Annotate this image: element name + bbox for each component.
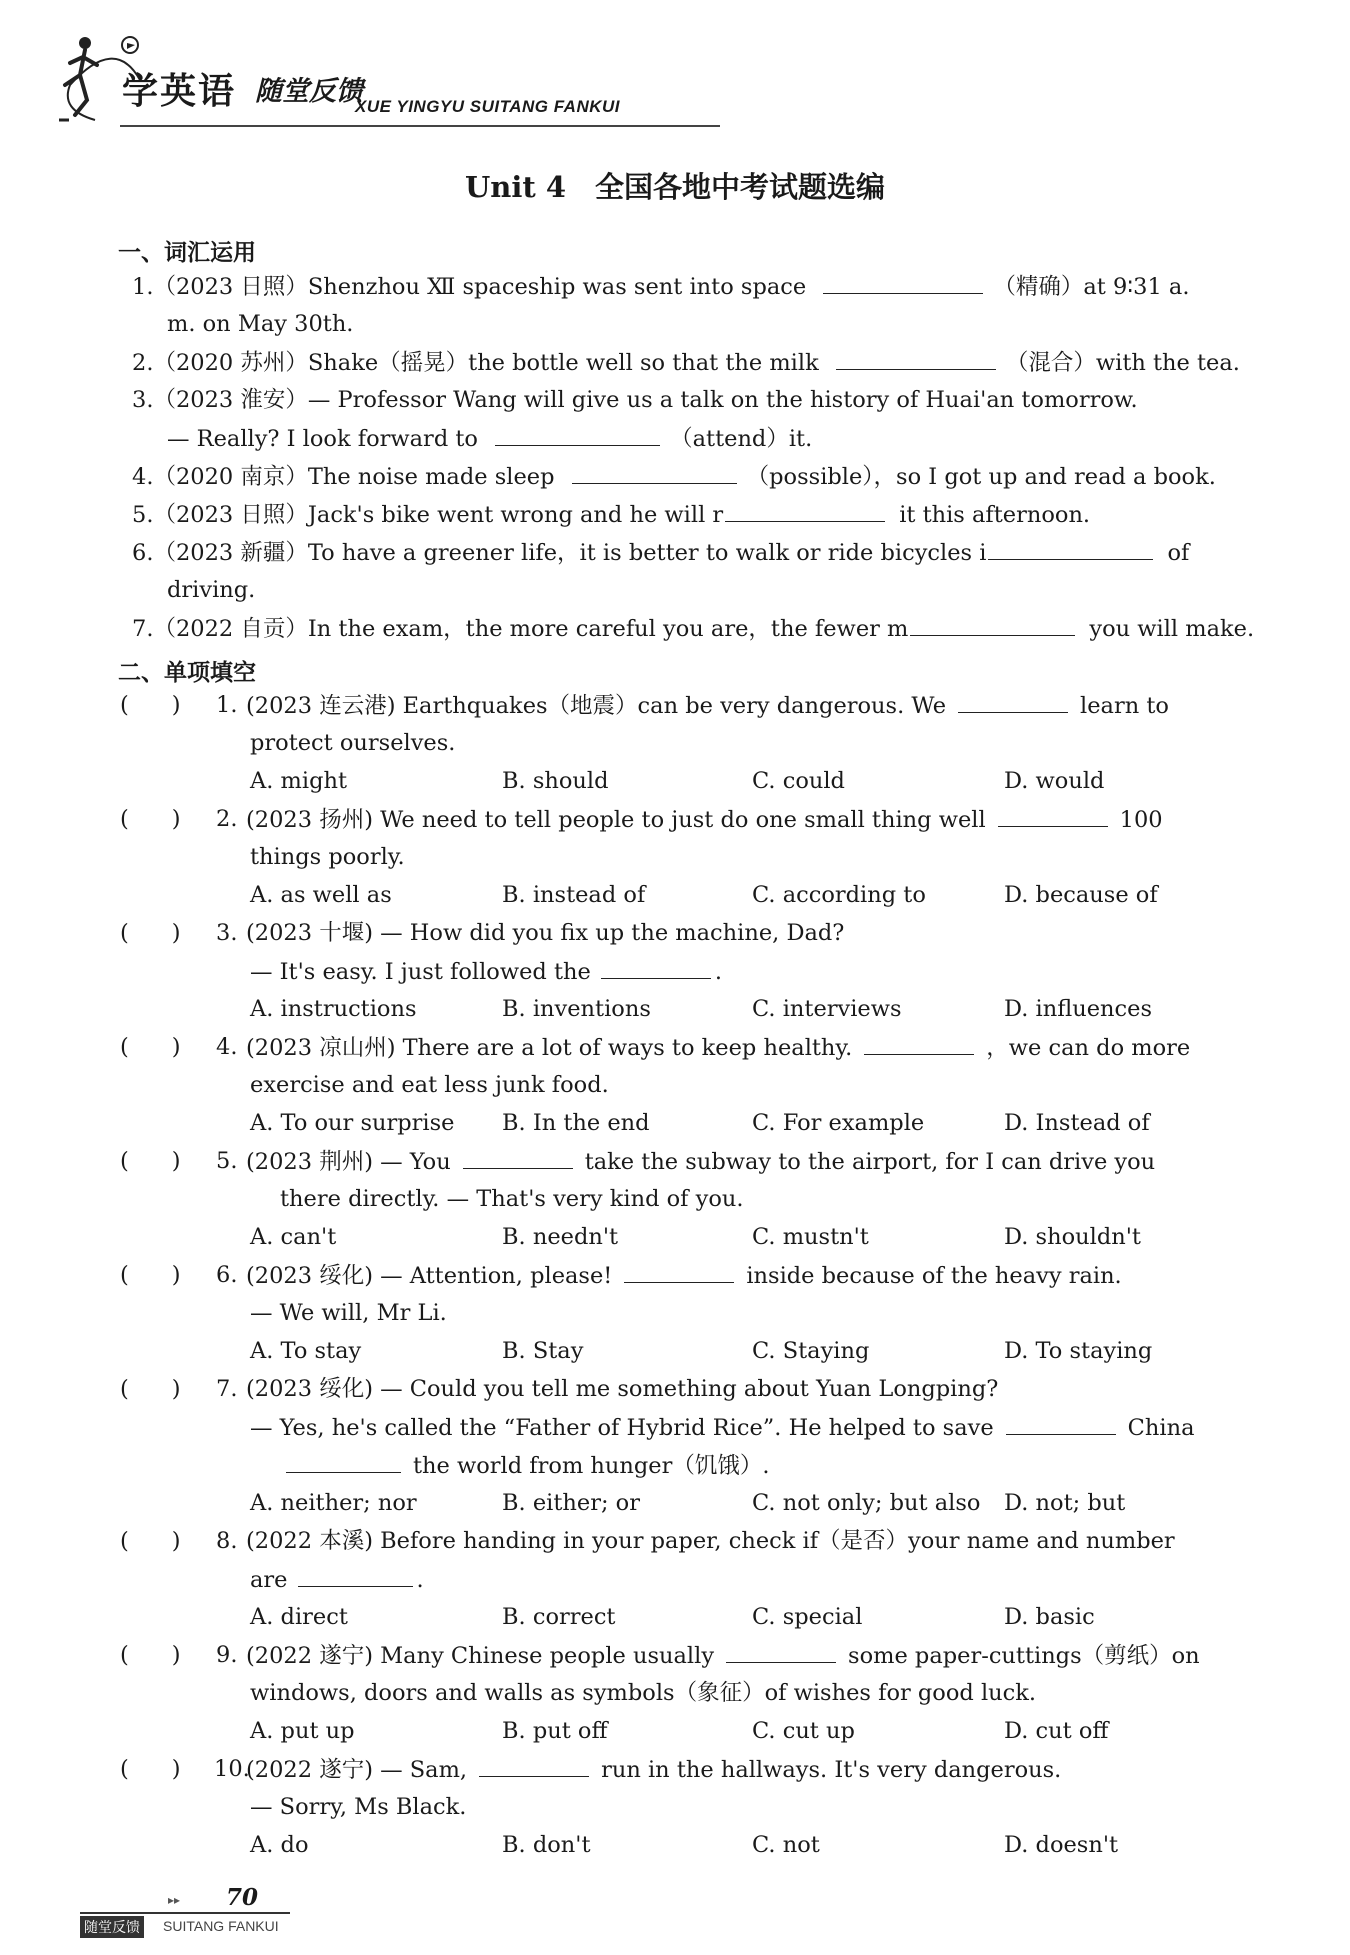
answer-option[interactable]: A. can't: [250, 1224, 337, 1250]
answer-option[interactable]: C. not only; but also: [752, 1490, 981, 1516]
question-text: (2022 本溪) Before handing in your paper, check if（是否）your name and number: [246, 1528, 1175, 1554]
question-text-part: .: [714, 959, 722, 985]
vocab-item-5-text: 5.（2023 日照）Jack's bike went wrong and he will r: [132, 502, 724, 528]
vocab-item-7-text-2: you will make.: [1089, 616, 1255, 642]
answer-blank[interactable]: [601, 956, 711, 979]
answer-bracket[interactable]: ( ): [120, 1376, 181, 1402]
question-text-part: China: [1127, 1415, 1195, 1441]
answer-option[interactable]: D. To staying: [1004, 1338, 1153, 1364]
answer-bracket[interactable]: ( ): [120, 1528, 181, 1554]
question-text-part: take the subway to the airport, for I can drive you: [584, 1149, 1156, 1175]
question-text: there directly. — That's very kind of you.: [280, 1186, 744, 1212]
answer-blank[interactable]: [495, 423, 660, 446]
section-2-title: 二、单项填空: [118, 660, 256, 686]
answer-option[interactable]: A. To our surprise: [250, 1110, 455, 1136]
question-text-part: (2022 遂宁) — Sam,: [246, 1757, 468, 1783]
answer-option[interactable]: D. because of: [1004, 882, 1158, 908]
vocab-item-3-text-3: （attend）it.: [670, 426, 813, 452]
answer-bracket[interactable]: ( ): [120, 1642, 181, 1668]
section-1-title: 一、词汇运用: [118, 240, 256, 266]
vocab-item-4: [132, 461, 1216, 492]
question-text: (2023 绥化) — Could you tell me something about Yuan Longping?: [246, 1376, 999, 1402]
vocab-item-4-text-2: （possible），so I got up and read a book.: [746, 464, 1216, 490]
vocab-item-2-text-2: （混合）with the tea.: [1005, 350, 1240, 376]
answer-option[interactable]: A. might: [250, 768, 348, 794]
vocab-item-1-text: 1.（2023 日照）Shenzhou Ⅻ spaceship was sent into space: [132, 274, 807, 300]
question-text-part: some paper-cuttings（剪纸）on: [848, 1643, 1200, 1669]
question-text: [246, 1032, 1190, 1063]
answer-option[interactable]: B. correct: [502, 1604, 616, 1630]
question-text-part: (2022 遂宁) Many Chinese people usually: [246, 1643, 715, 1669]
question-number: 5.: [216, 1148, 238, 1174]
question-number: 6.: [216, 1262, 238, 1288]
answer-option[interactable]: D. basic: [1004, 1604, 1095, 1630]
answer-option[interactable]: D. doesn't: [1004, 1832, 1119, 1858]
answer-blank[interactable]: [286, 1450, 401, 1473]
answer-option[interactable]: C. special: [752, 1604, 863, 1630]
answer-blank[interactable]: [726, 1640, 836, 1663]
vocab-item-1: [132, 271, 1189, 302]
question-text-part: (2023 荆州) — You: [246, 1149, 451, 1175]
answer-blank[interactable]: [298, 1564, 413, 1587]
answer-option[interactable]: B. needn't: [502, 1224, 619, 1250]
answer-option[interactable]: A. instructions: [250, 996, 417, 1022]
question-text: — We will, Mr Li.: [250, 1300, 447, 1326]
question-text: [250, 1564, 424, 1595]
question-text-part: (2023 凉山州) There are a lot of ways to keep healthy.: [246, 1035, 853, 1061]
question-text-part: the world from hunger（饥饿）.: [413, 1453, 770, 1479]
question-number: 7.: [216, 1376, 238, 1402]
answer-option[interactable]: B. inventions: [502, 996, 651, 1022]
vocab-item-4-text: 4.（2020 南京）The noise made sleep: [132, 464, 555, 490]
answer-blank[interactable]: [1006, 1412, 1116, 1435]
answer-option[interactable]: C. Staying: [752, 1338, 870, 1364]
answer-option[interactable]: A. put up: [250, 1718, 355, 1744]
answer-option[interactable]: B. don't: [502, 1832, 591, 1858]
question-text: [246, 1640, 1200, 1671]
answer-blank[interactable]: [479, 1754, 589, 1777]
question-text-part: 100: [1119, 807, 1163, 833]
answer-option[interactable]: A. do: [250, 1832, 309, 1858]
answer-blank[interactable]: [836, 347, 996, 370]
vocab-item-3-text-2: — Really? I look forward to: [167, 426, 478, 452]
answer-blank[interactable]: [910, 613, 1075, 636]
question-text-part: .: [416, 1567, 424, 1593]
vocab-item-5-text-2: it this afternoon.: [899, 502, 1091, 528]
answer-blank[interactable]: [988, 537, 1153, 560]
vocab-item-6: [132, 537, 1189, 568]
footer-badge: 随堂反馈: [80, 1916, 144, 1938]
question-text-part: are: [250, 1567, 288, 1593]
question-text: things poorly.: [250, 844, 405, 870]
question-number: 4.: [216, 1034, 238, 1060]
vocab-item-1-cont: m. on May 30th.: [167, 311, 354, 337]
question-text: [246, 690, 1169, 721]
footer-arrows-icon: ▸▸: [168, 1893, 181, 1907]
question-text: [250, 1412, 1194, 1443]
question-text: [246, 1260, 1122, 1291]
question-text-part: (2023 连云港) Earthquakes（地震）can be very dangerous. We: [246, 693, 947, 719]
vocab-item-7-text: 7.（2022 自贡）In the exam，the more careful you are，the fewer m: [132, 616, 909, 642]
answer-option[interactable]: D. cut off: [1004, 1718, 1109, 1744]
answer-option[interactable]: B. put off: [502, 1718, 608, 1744]
question-text-part: — It's easy. I just followed the: [250, 959, 591, 985]
answer-bracket[interactable]: ( ): [120, 692, 181, 718]
answer-option[interactable]: A. neither; nor: [250, 1490, 417, 1516]
answer-option[interactable]: D. shouldn't: [1004, 1224, 1141, 1250]
answer-option[interactable]: C. For example: [752, 1110, 925, 1136]
answer-option[interactable]: B. Stay: [502, 1338, 584, 1364]
question-text: windows, doors and walls as symbols（象征）of wishes for good luck.: [250, 1680, 1037, 1706]
answer-blank[interactable]: [725, 499, 885, 522]
page-number: 70: [226, 1884, 259, 1911]
vocab-item-5: [132, 499, 1090, 530]
question-number: 8.: [216, 1528, 238, 1554]
answer-bracket[interactable]: ( ): [120, 920, 181, 946]
answer-option[interactable]: A. To stay: [250, 1338, 362, 1364]
question-text: (2023 十堰) — How did you fix up the machine, Dad?: [246, 920, 845, 946]
answer-option[interactable]: C. could: [752, 768, 845, 794]
answer-bracket[interactable]: ( ): [120, 806, 181, 832]
answer-blank[interactable]: [572, 461, 737, 484]
question-text-part: (2023 扬州) We need to tell people to just do one small thing well: [246, 807, 986, 833]
answer-option[interactable]: C. according to: [752, 882, 926, 908]
header-divider: [120, 125, 720, 127]
question-text-part: (2023 绥化) — Attention, please!: [246, 1263, 613, 1289]
page-title: Unit 4 全国各地中考试题选编: [464, 170, 886, 204]
answer-bracket[interactable]: ( ): [120, 1756, 181, 1782]
question-number: 3.: [216, 920, 238, 946]
question-text-part: inside because of the heavy rain.: [746, 1263, 1122, 1289]
vocab-item-7: [132, 613, 1254, 644]
question-text: exercise and eat less junk food.: [250, 1072, 609, 1098]
answer-option[interactable]: B. should: [502, 768, 609, 794]
answer-blank[interactable]: [624, 1260, 734, 1283]
answer-blank[interactable]: [864, 1032, 974, 1055]
answer-bracket[interactable]: ( ): [120, 1262, 181, 1288]
answer-option[interactable]: C. mustn't: [752, 1224, 869, 1250]
question-text: — Sorry, Ms Black.: [250, 1794, 467, 1820]
answer-bracket[interactable]: ( ): [120, 1148, 181, 1174]
question-text-part: learn to: [1080, 693, 1169, 719]
answer-option[interactable]: D. would: [1004, 768, 1105, 794]
answer-option[interactable]: A. as well as: [250, 882, 392, 908]
answer-blank[interactable]: [958, 690, 1068, 713]
brand-script: 随堂反馈: [255, 76, 363, 107]
question-number: 9.: [216, 1642, 238, 1668]
vocab-item-2-text: 2.（2020 苏州）Shake（摇晃）the bottle well so that the milk: [132, 350, 819, 376]
vocab-item-6-text: 6.（2023 新疆）To have a greener life，it is better to walk or ride bicycles i: [132, 540, 987, 566]
question-number: 2.: [216, 806, 238, 832]
vocab-item-6-text-2: of: [1167, 540, 1190, 566]
answer-blank[interactable]: [823, 271, 983, 294]
footer-brand: SUITANG FANKUI: [163, 1918, 279, 1934]
vocab-item-6-cont: driving.: [167, 577, 256, 603]
question-text: [246, 804, 1163, 835]
answer-option[interactable]: C. cut up: [752, 1718, 855, 1744]
answer-blank[interactable]: [463, 1146, 573, 1169]
vocab-item-2: [132, 347, 1240, 378]
answer-option[interactable]: B. In the end: [502, 1110, 650, 1136]
footer-divider: [80, 1912, 290, 1914]
header: [55, 25, 695, 140]
answer-option[interactable]: B. instead of: [502, 882, 646, 908]
question-text: protect ourselves.: [250, 730, 456, 756]
answer-option[interactable]: D. influences: [1004, 996, 1152, 1022]
vocab-item-3: 3.（2023 淮安）— Professor Wang will give us a talk on the history of Huai'an tomorrow.: [132, 387, 1138, 413]
question-number: 10.: [214, 1756, 250, 1782]
question-text: [246, 1754, 1061, 1785]
answer-option[interactable]: D. not; but: [1004, 1490, 1126, 1516]
answer-option[interactable]: D. Instead of: [1004, 1110, 1150, 1136]
answer-bracket[interactable]: ( ): [120, 1034, 181, 1060]
brand-name: 学英语: [122, 71, 237, 112]
question-text: [250, 956, 722, 987]
question-number: 1.: [216, 692, 238, 718]
question-text-part: ，we can do more: [986, 1035, 1191, 1061]
vocab-item-1-text-2: （精确）at 9∶31 a.: [993, 274, 1190, 300]
answer-option[interactable]: A. direct: [250, 1604, 348, 1630]
answer-blank[interactable]: [998, 804, 1108, 827]
brand-pinyin: XUE YINGYU SUITANG FANKUI: [355, 97, 621, 116]
vocab-item-3-cont: [167, 423, 812, 454]
question-text-part: — Yes, he's called the “Father of Hybrid Rice”. He helped to save: [250, 1415, 994, 1441]
question-text-part: run in the hallways. It's very dangerous.: [601, 1757, 1062, 1783]
answer-option[interactable]: C. interviews: [752, 996, 902, 1022]
question-text: [246, 1146, 1155, 1177]
answer-option[interactable]: B. either; or: [502, 1490, 640, 1516]
answer-option[interactable]: C. not: [752, 1832, 820, 1858]
question-text: [286, 1450, 770, 1481]
